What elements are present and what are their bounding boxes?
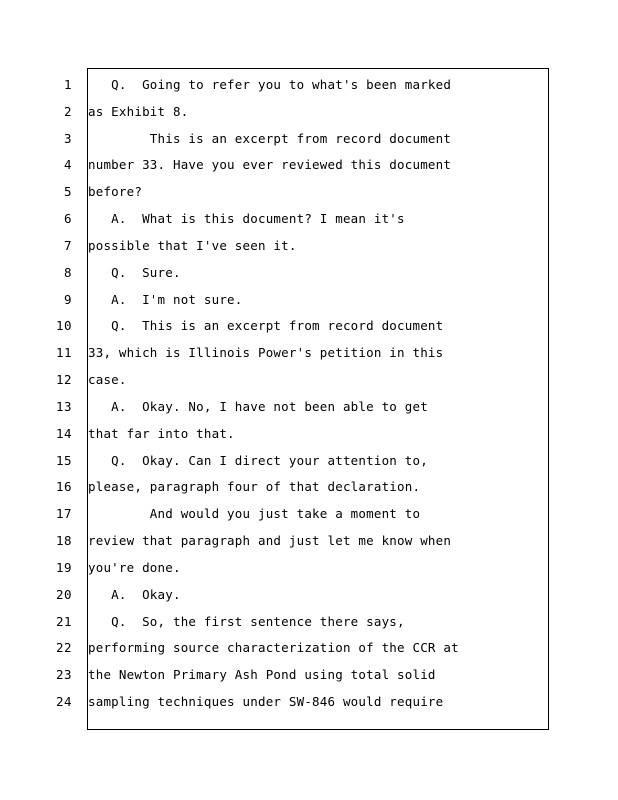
transcript-line bbox=[0, 236, 560, 256]
line-text: This is an excerpt from record document bbox=[88, 131, 452, 146]
transcript-line bbox=[0, 397, 560, 417]
line-text: Q. So, the first sentence there says, bbox=[88, 614, 405, 629]
line-number: 24 bbox=[55, 694, 72, 709]
line-number: 3 bbox=[63, 131, 72, 146]
line-number: 21 bbox=[55, 614, 72, 629]
transcript-line bbox=[0, 451, 560, 471]
transcript-line bbox=[0, 155, 560, 175]
line-text: performing source characterization of the CCR at bbox=[88, 640, 459, 655]
transcript-line bbox=[0, 343, 560, 363]
line-number: 10 bbox=[55, 318, 72, 333]
line-text: the Newton Primary Ash Pond using total solid bbox=[88, 667, 436, 682]
line-text: A. I'm not sure. bbox=[88, 292, 243, 307]
line-number: 15 bbox=[55, 453, 72, 468]
transcript-line bbox=[0, 182, 560, 202]
line-text: case. bbox=[88, 372, 127, 387]
line-text: you're done. bbox=[88, 560, 181, 575]
transcript-line bbox=[0, 612, 560, 632]
line-text: A. Okay. bbox=[88, 587, 181, 602]
transcript-line bbox=[0, 477, 560, 497]
line-number: 6 bbox=[63, 211, 72, 226]
transcript-line bbox=[0, 692, 560, 712]
line-text: number 33. Have you ever reviewed this document bbox=[88, 157, 452, 172]
line-number: 13 bbox=[55, 399, 72, 414]
line-number: 22 bbox=[55, 640, 72, 655]
line-text: A. What is this document? I mean it's bbox=[88, 211, 405, 226]
line-text: A. Okay. No, I have not been able to get bbox=[88, 399, 428, 414]
transcript-line bbox=[0, 585, 560, 605]
line-number: 7 bbox=[63, 238, 72, 253]
line-text: please, paragraph four of that declaration. bbox=[88, 479, 421, 494]
line-number: 17 bbox=[55, 506, 72, 521]
line-text: Q. Sure. bbox=[88, 265, 181, 280]
line-number: 9 bbox=[63, 292, 72, 307]
line-text: Q. Okay. Can I direct your attention to, bbox=[88, 453, 428, 468]
line-number: 18 bbox=[55, 533, 72, 548]
transcript-line bbox=[0, 316, 560, 336]
line-text: sampling techniques under SW-846 would require bbox=[88, 694, 444, 709]
line-text: before? bbox=[88, 184, 143, 199]
transcript-line bbox=[0, 102, 560, 122]
line-number: 5 bbox=[63, 184, 72, 199]
transcript-line bbox=[0, 290, 560, 310]
line-number: 12 bbox=[55, 372, 72, 387]
line-number: 2 bbox=[63, 104, 72, 119]
line-text: review that paragraph and just let me know when bbox=[88, 533, 452, 548]
line-number: 1 bbox=[63, 77, 72, 92]
line-text: Q. Going to refer you to what's been marked bbox=[88, 77, 452, 92]
transcript-line bbox=[0, 504, 560, 524]
transcript-line bbox=[0, 75, 560, 95]
transcript-line bbox=[0, 370, 560, 390]
line-number: 16 bbox=[55, 479, 72, 494]
line-text: And would you just take a moment to bbox=[88, 506, 421, 521]
line-number: 23 bbox=[55, 667, 72, 682]
line-text: possible that I've seen it. bbox=[88, 238, 297, 253]
transcript-line bbox=[0, 424, 560, 444]
line-number: 14 bbox=[55, 426, 72, 441]
transcript-line bbox=[0, 638, 560, 658]
line-number: 19 bbox=[55, 560, 72, 575]
transcript-line bbox=[0, 665, 560, 685]
line-text: Q. This is an excerpt from record document bbox=[88, 318, 444, 333]
transcript-line bbox=[0, 263, 560, 283]
line-number: 20 bbox=[55, 587, 72, 602]
line-text: that far into that. bbox=[88, 426, 235, 441]
line-number: 8 bbox=[63, 265, 72, 280]
transcript-line bbox=[0, 558, 560, 578]
transcript-line bbox=[0, 209, 560, 229]
line-text: 33, which is Illinois Power's petition in this bbox=[88, 345, 444, 360]
line-number: 11 bbox=[55, 345, 72, 360]
transcript-line bbox=[0, 531, 560, 551]
line-text: as Exhibit 8. bbox=[88, 104, 189, 119]
transcript-line bbox=[0, 129, 560, 149]
line-number: 4 bbox=[63, 157, 72, 172]
